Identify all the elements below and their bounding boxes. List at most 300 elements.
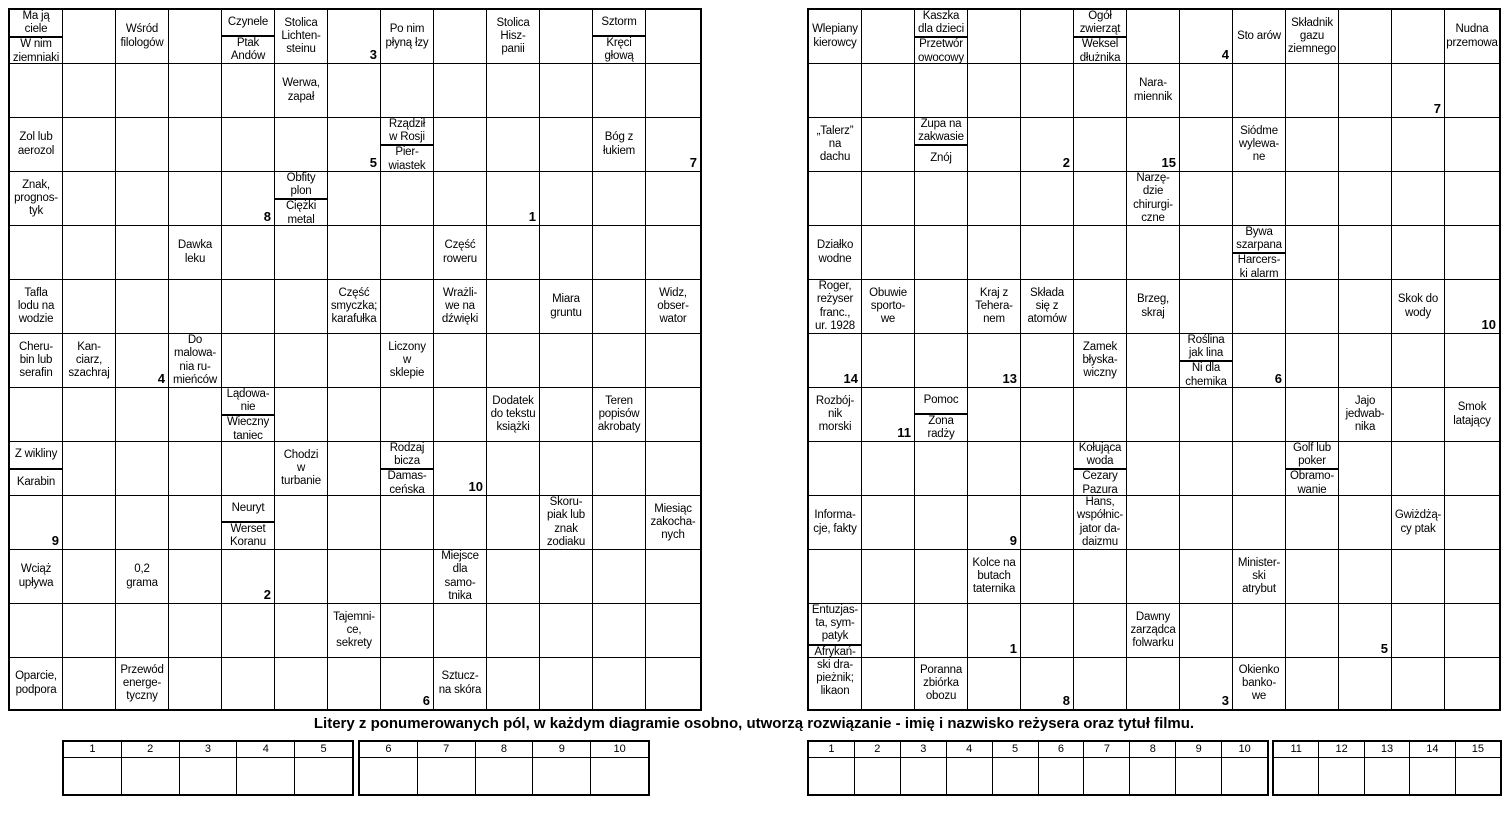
- right-answer-cell[interactable]: [1233, 442, 1286, 496]
- left-answer-cell[interactable]: [540, 442, 593, 496]
- left-answer-cell[interactable]: [116, 388, 169, 442]
- left-answer-cell[interactable]: [593, 172, 646, 226]
- right-answer-cell[interactable]: [1286, 604, 1339, 658]
- right-answer-cell[interactable]: [1392, 118, 1445, 172]
- answer-box[interactable]: [591, 742, 648, 794]
- right-answer-cell[interactable]: [1445, 226, 1499, 280]
- right-answer-cell[interactable]: [1233, 604, 1286, 658]
- right-answer-cell[interactable]: [809, 442, 862, 496]
- answer-box[interactable]: [809, 742, 855, 794]
- left-answer-cell[interactable]: [593, 226, 646, 280]
- right-answer-cell[interactable]: [1074, 64, 1127, 118]
- answer-box[interactable]: [1274, 742, 1319, 794]
- left-answer-cell[interactable]: [434, 604, 487, 658]
- left-answer-cell[interactable]: [222, 118, 275, 172]
- right-answer-cell[interactable]: [1339, 604, 1392, 658]
- right-answer-cell[interactable]: [1392, 388, 1445, 442]
- left-answer-cell[interactable]: [487, 64, 540, 118]
- answer-box[interactable]: [1365, 742, 1410, 794]
- left-answer-cell[interactable]: [169, 118, 222, 172]
- right-answer-cell[interactable]: [1339, 442, 1392, 496]
- answer-box[interactable]: [1456, 742, 1500, 794]
- right-answer-cell[interactable]: [1074, 658, 1127, 709]
- right-answer-cell[interactable]: [1392, 658, 1445, 709]
- right-answer-cell[interactable]: [862, 118, 915, 172]
- right-answer-cell[interactable]: [862, 388, 915, 442]
- left-answer-cell[interactable]: [169, 442, 222, 496]
- left-answer-cell[interactable]: [116, 442, 169, 496]
- left-answer-cell[interactable]: [10, 64, 63, 118]
- left-answer-cell[interactable]: [328, 388, 381, 442]
- left-answer-cell[interactable]: [328, 658, 381, 709]
- left-answer-cell[interactable]: [646, 442, 700, 496]
- right-answer-cell[interactable]: [809, 172, 862, 226]
- answer-strip-left-2: [358, 740, 650, 796]
- answer-box[interactable]: [1084, 742, 1130, 794]
- left-answer-cell[interactable]: [169, 280, 222, 334]
- right-answer-cell[interactable]: [1074, 280, 1127, 334]
- left-answer-cell[interactable]: [63, 226, 116, 280]
- right-answer-cell[interactable]: [915, 604, 968, 658]
- right-answer-cell[interactable]: [1180, 10, 1233, 64]
- right-answer-cell[interactable]: [1021, 496, 1074, 550]
- right-answer-cell[interactable]: [1286, 172, 1339, 226]
- right-answer-cell[interactable]: [1392, 334, 1445, 388]
- left-answer-cell[interactable]: [381, 604, 434, 658]
- right-answer-cell[interactable]: [1445, 658, 1499, 709]
- left-answer-cell[interactable]: [381, 496, 434, 550]
- answer-box[interactable]: [418, 742, 476, 794]
- left-answer-cell[interactable]: [63, 280, 116, 334]
- left-answer-cell[interactable]: [169, 658, 222, 709]
- left-answer-cell[interactable]: [487, 496, 540, 550]
- right-answer-cell[interactable]: [862, 442, 915, 496]
- left-answer-cell[interactable]: [328, 334, 381, 388]
- right-answer-cell[interactable]: [1021, 118, 1074, 172]
- right-answer-cell[interactable]: [1339, 334, 1392, 388]
- left-answer-cell[interactable]: [63, 172, 116, 226]
- right-answer-cell[interactable]: [1074, 172, 1127, 226]
- right-clue-cell: [1233, 658, 1286, 709]
- right-answer-cell[interactable]: [1074, 118, 1127, 172]
- left-answer-cell[interactable]: [328, 10, 381, 64]
- right-answer-cell[interactable]: [809, 64, 862, 118]
- left-answer-cell[interactable]: [169, 64, 222, 118]
- left-answer-cell[interactable]: [540, 388, 593, 442]
- answer-box[interactable]: [360, 742, 418, 794]
- right-answer-cell[interactable]: [1233, 280, 1286, 334]
- right-answer-cell[interactable]: [1180, 118, 1233, 172]
- right-answer-cell[interactable]: [862, 658, 915, 709]
- right-answer-cell[interactable]: [1286, 658, 1339, 709]
- left-answer-cell[interactable]: [593, 64, 646, 118]
- right-answer-cell[interactable]: [968, 64, 1021, 118]
- left-answer-cell[interactable]: [63, 442, 116, 496]
- answer-box[interactable]: [855, 742, 901, 794]
- left-answer-cell[interactable]: [593, 496, 646, 550]
- left-answer-cell[interactable]: [487, 280, 540, 334]
- left-answer-cell[interactable]: [593, 280, 646, 334]
- left-answer-cell[interactable]: [275, 658, 328, 709]
- left-clue-cell: [646, 280, 700, 334]
- right-answer-cell[interactable]: [968, 334, 1021, 388]
- left-answer-cell[interactable]: [434, 118, 487, 172]
- right-clue-cell: [1233, 226, 1286, 280]
- right-answer-cell[interactable]: [1445, 604, 1499, 658]
- answer-box[interactable]: [1176, 742, 1222, 794]
- right-answer-cell[interactable]: [862, 496, 915, 550]
- right-answer-cell[interactable]: [1127, 388, 1180, 442]
- right-answer-cell[interactable]: [1286, 334, 1339, 388]
- left-answer-cell[interactable]: [487, 172, 540, 226]
- left-answer-cell[interactable]: [275, 226, 328, 280]
- left-answer-cell[interactable]: [646, 334, 700, 388]
- answer-box[interactable]: [122, 742, 180, 794]
- left-answer-cell[interactable]: [275, 388, 328, 442]
- right-answer-cell[interactable]: [862, 334, 915, 388]
- right-answer-cell[interactable]: [1392, 64, 1445, 118]
- answer-box[interactable]: [993, 742, 1039, 794]
- left-answer-cell[interactable]: [222, 334, 275, 388]
- left-answer-cell[interactable]: [275, 496, 328, 550]
- left-answer-cell[interactable]: [116, 496, 169, 550]
- right-answer-cell[interactable]: [1127, 496, 1180, 550]
- left-answer-cell[interactable]: [169, 388, 222, 442]
- left-answer-cell[interactable]: [381, 172, 434, 226]
- left-answer-cell[interactable]: [434, 172, 487, 226]
- right-answer-cell[interactable]: [1445, 334, 1499, 388]
- left-answer-cell[interactable]: [487, 442, 540, 496]
- right-answer-cell[interactable]: [968, 658, 1021, 709]
- left-answer-cell[interactable]: [10, 604, 63, 658]
- left-answer-cell[interactable]: [593, 334, 646, 388]
- left-answer-cell[interactable]: [593, 658, 646, 709]
- right-answer-cell[interactable]: [1286, 496, 1339, 550]
- left-answer-cell[interactable]: [487, 226, 540, 280]
- right-answer-cell[interactable]: [1445, 550, 1499, 604]
- right-answer-cell[interactable]: [1021, 604, 1074, 658]
- left-answer-cell[interactable]: [63, 658, 116, 709]
- left-answer-cell[interactable]: [381, 226, 434, 280]
- left-clue-cell: [381, 334, 434, 388]
- left-clue-text: Chodzi w turbanie: [281, 448, 321, 488]
- right-answer-cell[interactable]: [1233, 64, 1286, 118]
- right-answer-cell[interactable]: [1286, 280, 1339, 334]
- right-answer-cell[interactable]: [1286, 64, 1339, 118]
- right-answer-cell[interactable]: [1180, 226, 1233, 280]
- right-answer-cell[interactable]: [1392, 10, 1445, 64]
- answer-box[interactable]: [1410, 742, 1455, 794]
- left-answer-cell[interactable]: [116, 334, 169, 388]
- right-answer-cell[interactable]: [1127, 442, 1180, 496]
- right-answer-cell[interactable]: [1074, 388, 1127, 442]
- right-answer-cell[interactable]: [862, 64, 915, 118]
- left-answer-cell[interactable]: [487, 334, 540, 388]
- right-answer-cell[interactable]: [1180, 550, 1233, 604]
- left-answer-cell[interactable]: [646, 388, 700, 442]
- right-answer-cell[interactable]: [1233, 334, 1286, 388]
- right-answer-cell[interactable]: [1180, 172, 1233, 226]
- right-answer-cell[interactable]: [1286, 118, 1339, 172]
- left-answer-cell[interactable]: [381, 280, 434, 334]
- left-answer-cell[interactable]: [434, 496, 487, 550]
- left-answer-cell[interactable]: [116, 172, 169, 226]
- right-answer-cell[interactable]: [809, 334, 862, 388]
- answer-strip-right-2: [1272, 740, 1502, 796]
- left-answer-cell[interactable]: [169, 10, 222, 64]
- answer-box[interactable]: [237, 742, 295, 794]
- right-answer-cell[interactable]: [1021, 226, 1074, 280]
- right-answer-cell[interactable]: [1074, 226, 1127, 280]
- right-answer-cell[interactable]: [1392, 604, 1445, 658]
- right-answer-cell[interactable]: [915, 280, 968, 334]
- right-answer-cell[interactable]: [1074, 550, 1127, 604]
- left-answer-cell[interactable]: [63, 604, 116, 658]
- right-answer-cell[interactable]: [1021, 442, 1074, 496]
- answer-box[interactable]: [1222, 742, 1267, 794]
- right-answer-cell[interactable]: [1074, 604, 1127, 658]
- left-answer-cell[interactable]: [169, 496, 222, 550]
- answer-box[interactable]: [533, 742, 591, 794]
- left-answer-cell[interactable]: [487, 604, 540, 658]
- right-answer-cell[interactable]: [1339, 550, 1392, 604]
- right-answer-cell[interactable]: [1180, 388, 1233, 442]
- left-answer-cell[interactable]: [63, 496, 116, 550]
- answer-box[interactable]: [295, 742, 352, 794]
- right-answer-cell[interactable]: [1339, 118, 1392, 172]
- left-answer-cell[interactable]: [540, 604, 593, 658]
- left-answer-cell[interactable]: [593, 604, 646, 658]
- right-answer-cell[interactable]: [915, 334, 968, 388]
- right-answer-cell[interactable]: [1127, 10, 1180, 64]
- right-answer-cell[interactable]: [1127, 550, 1180, 604]
- answer-box[interactable]: [947, 742, 993, 794]
- left-answer-cell[interactable]: [328, 172, 381, 226]
- left-answer-cell[interactable]: [222, 604, 275, 658]
- left-answer-cell[interactable]: [646, 118, 700, 172]
- left-answer-cell[interactable]: [540, 550, 593, 604]
- left-answer-cell[interactable]: [381, 550, 434, 604]
- left-answer-cell[interactable]: [381, 388, 434, 442]
- left-answer-cell[interactable]: [222, 442, 275, 496]
- left-answer-cell[interactable]: [434, 442, 487, 496]
- left-answer-cell[interactable]: [646, 550, 700, 604]
- right-answer-cell[interactable]: [862, 226, 915, 280]
- right-answer-cell[interactable]: [1445, 442, 1499, 496]
- left-answer-cell[interactable]: [169, 604, 222, 658]
- right-answer-cell[interactable]: [1392, 550, 1445, 604]
- right-answer-cell[interactable]: [1392, 442, 1445, 496]
- left-answer-cell[interactable]: [434, 64, 487, 118]
- left-answer-cell[interactable]: [328, 226, 381, 280]
- right-answer-cell[interactable]: [915, 172, 968, 226]
- left-answer-cell[interactable]: [222, 226, 275, 280]
- answer-box[interactable]: [64, 742, 122, 794]
- right-answer-cell[interactable]: [1339, 64, 1392, 118]
- left-answer-cell[interactable]: [275, 118, 328, 172]
- right-answer-cell[interactable]: [1445, 64, 1499, 118]
- right-answer-cell[interactable]: [862, 550, 915, 604]
- left-answer-cell[interactable]: [275, 334, 328, 388]
- left-answer-cell[interactable]: [328, 64, 381, 118]
- right-answer-cell[interactable]: [915, 442, 968, 496]
- left-answer-cell[interactable]: [169, 550, 222, 604]
- left-answer-cell[interactable]: [540, 10, 593, 64]
- right-answer-cell[interactable]: [1445, 280, 1499, 334]
- right-answer-cell[interactable]: [1233, 496, 1286, 550]
- left-clue-cell: [63, 334, 116, 388]
- right-answer-cell[interactable]: [1339, 172, 1392, 226]
- right-answer-cell[interactable]: [968, 604, 1021, 658]
- right-answer-cell[interactable]: [1021, 172, 1074, 226]
- left-answer-cell[interactable]: [10, 388, 63, 442]
- right-answer-cell[interactable]: [1286, 388, 1339, 442]
- left-answer-cell[interactable]: [487, 658, 540, 709]
- left-answer-cell[interactable]: [646, 64, 700, 118]
- right-answer-cell[interactable]: [1339, 658, 1392, 709]
- right-answer-cell[interactable]: [968, 226, 1021, 280]
- right-answer-cell[interactable]: [1339, 10, 1392, 64]
- left-answer-cell[interactable]: [434, 10, 487, 64]
- left-answer-cell[interactable]: [487, 550, 540, 604]
- right-answer-cell[interactable]: [1127, 118, 1180, 172]
- left-answer-cell[interactable]: [222, 658, 275, 709]
- right-answer-cell[interactable]: [968, 172, 1021, 226]
- left-clue-cell: [222, 496, 275, 550]
- left-answer-cell[interactable]: [593, 442, 646, 496]
- left-answer-cell[interactable]: [540, 64, 593, 118]
- left-answer-cell[interactable]: [63, 118, 116, 172]
- right-answer-cell[interactable]: [1339, 280, 1392, 334]
- right-answer-cell[interactable]: [1021, 10, 1074, 64]
- right-answer-cell[interactable]: [1180, 280, 1233, 334]
- left-answer-cell[interactable]: [593, 550, 646, 604]
- left-answer-cell[interactable]: [116, 226, 169, 280]
- left-answer-cell[interactable]: [222, 64, 275, 118]
- right-answer-cell[interactable]: [1127, 658, 1180, 709]
- left-answer-cell[interactable]: [434, 388, 487, 442]
- left-answer-cell[interactable]: [381, 64, 434, 118]
- right-answer-cell[interactable]: [1180, 604, 1233, 658]
- left-answer-cell[interactable]: [540, 118, 593, 172]
- right-answer-cell[interactable]: [968, 10, 1021, 64]
- right-answer-cell[interactable]: [1445, 118, 1499, 172]
- right-answer-cell[interactable]: [1021, 334, 1074, 388]
- left-answer-cell[interactable]: [222, 172, 275, 226]
- right-answer-cell[interactable]: [809, 658, 862, 709]
- left-answer-cell[interactable]: [222, 280, 275, 334]
- left-answer-cell[interactable]: [381, 658, 434, 709]
- left-answer-cell[interactable]: [328, 550, 381, 604]
- right-answer-cell[interactable]: [1127, 334, 1180, 388]
- right-answer-cell[interactable]: [862, 10, 915, 64]
- left-answer-cell[interactable]: [116, 604, 169, 658]
- right-clue-text: Obuwie sporto- we: [869, 286, 907, 326]
- right-answer-cell[interactable]: [1021, 388, 1074, 442]
- left-answer-cell[interactable]: [116, 64, 169, 118]
- answer-box[interactable]: [1130, 742, 1176, 794]
- right-answer-cell[interactable]: [1021, 658, 1074, 709]
- right-answer-cell[interactable]: [915, 64, 968, 118]
- left-answer-cell[interactable]: [646, 226, 700, 280]
- left-answer-cell[interactable]: [434, 334, 487, 388]
- answer-box[interactable]: [476, 742, 534, 794]
- left-crossword-grid: [8, 8, 702, 711]
- answer-box[interactable]: [180, 742, 238, 794]
- answer-box[interactable]: [901, 742, 947, 794]
- left-answer-cell[interactable]: [222, 550, 275, 604]
- left-answer-cell[interactable]: [63, 388, 116, 442]
- left-answer-cell[interactable]: [646, 604, 700, 658]
- right-answer-cell[interactable]: [1180, 442, 1233, 496]
- right-answer-cell[interactable]: [968, 442, 1021, 496]
- left-answer-cell[interactable]: [116, 280, 169, 334]
- left-answer-cell[interactable]: [63, 550, 116, 604]
- right-answer-cell[interactable]: [862, 172, 915, 226]
- right-answer-cell[interactable]: [915, 496, 968, 550]
- left-answer-cell[interactable]: [487, 118, 540, 172]
- left-answer-cell[interactable]: [540, 172, 593, 226]
- right-answer-cell[interactable]: [1180, 64, 1233, 118]
- right-answer-cell[interactable]: [1392, 226, 1445, 280]
- left-answer-cell[interactable]: [275, 280, 328, 334]
- right-answer-cell[interactable]: [915, 550, 968, 604]
- right-answer-cell[interactable]: [968, 388, 1021, 442]
- left-answer-cell[interactable]: [169, 172, 222, 226]
- left-answer-cell[interactable]: [328, 118, 381, 172]
- left-clue-text: Kan- ciarz, szachraj: [68, 340, 110, 380]
- left-answer-cell[interactable]: [646, 172, 700, 226]
- answer-box[interactable]: [1319, 742, 1364, 794]
- right-answer-cell[interactable]: [968, 118, 1021, 172]
- left-answer-cell[interactable]: [275, 550, 328, 604]
- left-answer-cell[interactable]: [328, 442, 381, 496]
- right-answer-cell[interactable]: [1286, 226, 1339, 280]
- right-answer-cell[interactable]: [1180, 658, 1233, 709]
- left-answer-cell[interactable]: [10, 226, 63, 280]
- left-answer-cell[interactable]: [328, 496, 381, 550]
- right-answer-cell[interactable]: [809, 550, 862, 604]
- right-clue-cell: [809, 604, 862, 698]
- left-answer-cell[interactable]: [540, 226, 593, 280]
- right-answer-cell[interactable]: [1445, 172, 1499, 226]
- right-answer-cell[interactable]: [1021, 64, 1074, 118]
- left-answer-cell[interactable]: [646, 10, 700, 64]
- right-answer-cell[interactable]: [1339, 226, 1392, 280]
- left-answer-cell[interactable]: [540, 334, 593, 388]
- right-answer-cell[interactable]: [1445, 496, 1499, 550]
- right-answer-cell[interactable]: [1233, 388, 1286, 442]
- right-answer-cell[interactable]: [1286, 550, 1339, 604]
- left-answer-cell[interactable]: [540, 658, 593, 709]
- left-answer-cell[interactable]: [116, 118, 169, 172]
- right-answer-cell[interactable]: [1021, 550, 1074, 604]
- left-answer-cell[interactable]: [63, 64, 116, 118]
- right-answer-cell[interactable]: [968, 496, 1021, 550]
- left-answer-cell[interactable]: [646, 658, 700, 709]
- left-answer-cell[interactable]: [275, 604, 328, 658]
- right-answer-cell[interactable]: [1127, 226, 1180, 280]
- right-answer-cell[interactable]: [862, 604, 915, 658]
- right-answer-cell[interactable]: [1392, 172, 1445, 226]
- left-answer-cell[interactable]: [10, 496, 63, 550]
- right-answer-cell[interactable]: [915, 226, 968, 280]
- answer-box[interactable]: [1039, 742, 1085, 794]
- right-answer-cell[interactable]: [1339, 496, 1392, 550]
- right-answer-cell[interactable]: [1180, 496, 1233, 550]
- right-answer-cell[interactable]: [1233, 172, 1286, 226]
- left-answer-cell[interactable]: [63, 10, 116, 64]
